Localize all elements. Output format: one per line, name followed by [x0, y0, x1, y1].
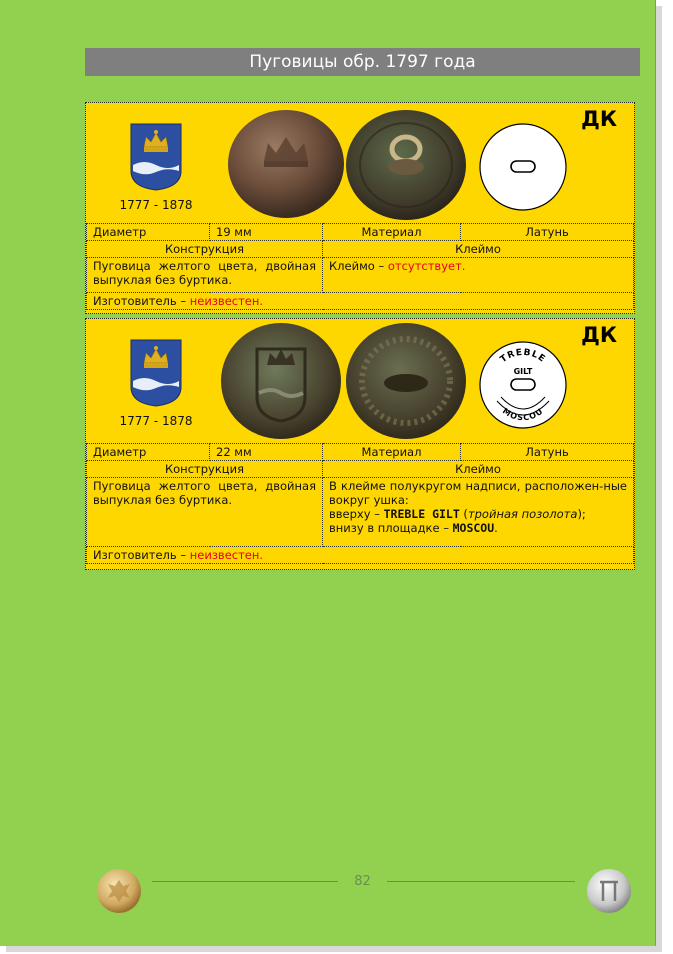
mark-header: Клеймо: [323, 461, 634, 478]
construction-header: Конструкция: [87, 241, 323, 258]
coat-of-arms-icon: [130, 339, 182, 407]
footer-line-left: [152, 881, 338, 882]
dk-badge: ДК: [581, 323, 617, 347]
material-value: Латунь: [461, 444, 634, 461]
mark-text: [323, 258, 634, 293]
card-images: [86, 103, 634, 223]
manufacturer-label: Изготовитель –: [93, 294, 190, 308]
button-back-photo: [344, 109, 468, 221]
diameter-label: Диаметр: [87, 444, 210, 461]
construction-header: Конструкция: [87, 461, 323, 478]
material-value: Латунь: [461, 224, 634, 241]
button-mark-drawing: [477, 121, 569, 213]
mark-text: [323, 478, 634, 547]
page-number: 82: [354, 874, 371, 889]
stamp-bottom-text: MOSCOU: [500, 406, 546, 423]
construction-text: Пуговица желтого цвета, двойная выпуклая без буртика.: [87, 258, 323, 293]
mark-top-translation: тройная позолота: [467, 507, 578, 521]
dk-badge: ДК: [581, 107, 617, 131]
manufacturer-value: неизвестен.: [189, 294, 264, 308]
mark-value: отсутствует.: [387, 259, 466, 273]
button-back-photo: [344, 321, 468, 441]
page-title: Пуговицы обр. 1797 года: [85, 48, 640, 76]
mark-prefix: Клеймо –: [329, 259, 388, 273]
manufacturer-row: [87, 293, 634, 310]
details-table: [86, 223, 634, 310]
button-front-photo: [219, 321, 343, 441]
manufacturer-value: неизвестен.: [189, 548, 264, 562]
monogram-medal-icon: [586, 868, 632, 914]
years-label: 1777 - 1878: [119, 414, 193, 428]
button-card-1: [85, 102, 635, 314]
mark-line-top: вверху – TREBLE GILT (тройная позолота);: [329, 507, 586, 521]
years-label: 1777 - 1878: [119, 198, 193, 212]
manufacturer-label: Изготовитель –: [93, 548, 190, 562]
diameter-value: 22 мм: [210, 444, 323, 461]
mark-line-1: В клейме полукругом надписи, расположен-ные вокруг ушка:: [329, 479, 627, 507]
diameter-label: Диаметр: [87, 224, 210, 241]
diameter-value: 19 мм: [210, 224, 323, 241]
material-label: Материал: [323, 444, 461, 461]
button-front-photo: [226, 109, 346, 219]
mark-top-value: TREBLE GILT: [383, 507, 460, 521]
stamp-top-text: TREBLE: [498, 347, 548, 366]
button-card-2: [85, 318, 635, 570]
mark-top-prefix: вверху –: [329, 507, 384, 521]
manufacturer-row: [87, 547, 634, 564]
mark-bottom-prefix: внизу в площадке –: [329, 521, 453, 535]
coat-of-arms-icon: [130, 123, 182, 191]
stamp-mid-text: GILT: [513, 367, 533, 376]
mark-bottom-value: MOSCOU: [452, 521, 495, 535]
footer-line-right: [387, 881, 575, 882]
construction-text: Пуговица желтого цвета, двойная выпуклая без буртика.: [87, 478, 323, 547]
eagle-medal-icon: [96, 868, 142, 914]
details-table: [86, 443, 634, 564]
button-mark-drawing: [477, 339, 569, 431]
mark-line-bottom: внизу в площадке – MOSCOU.: [329, 521, 498, 535]
mark-header: Клеймо: [323, 241, 634, 258]
material-label: Материал: [323, 224, 461, 241]
card-images: [86, 319, 634, 439]
